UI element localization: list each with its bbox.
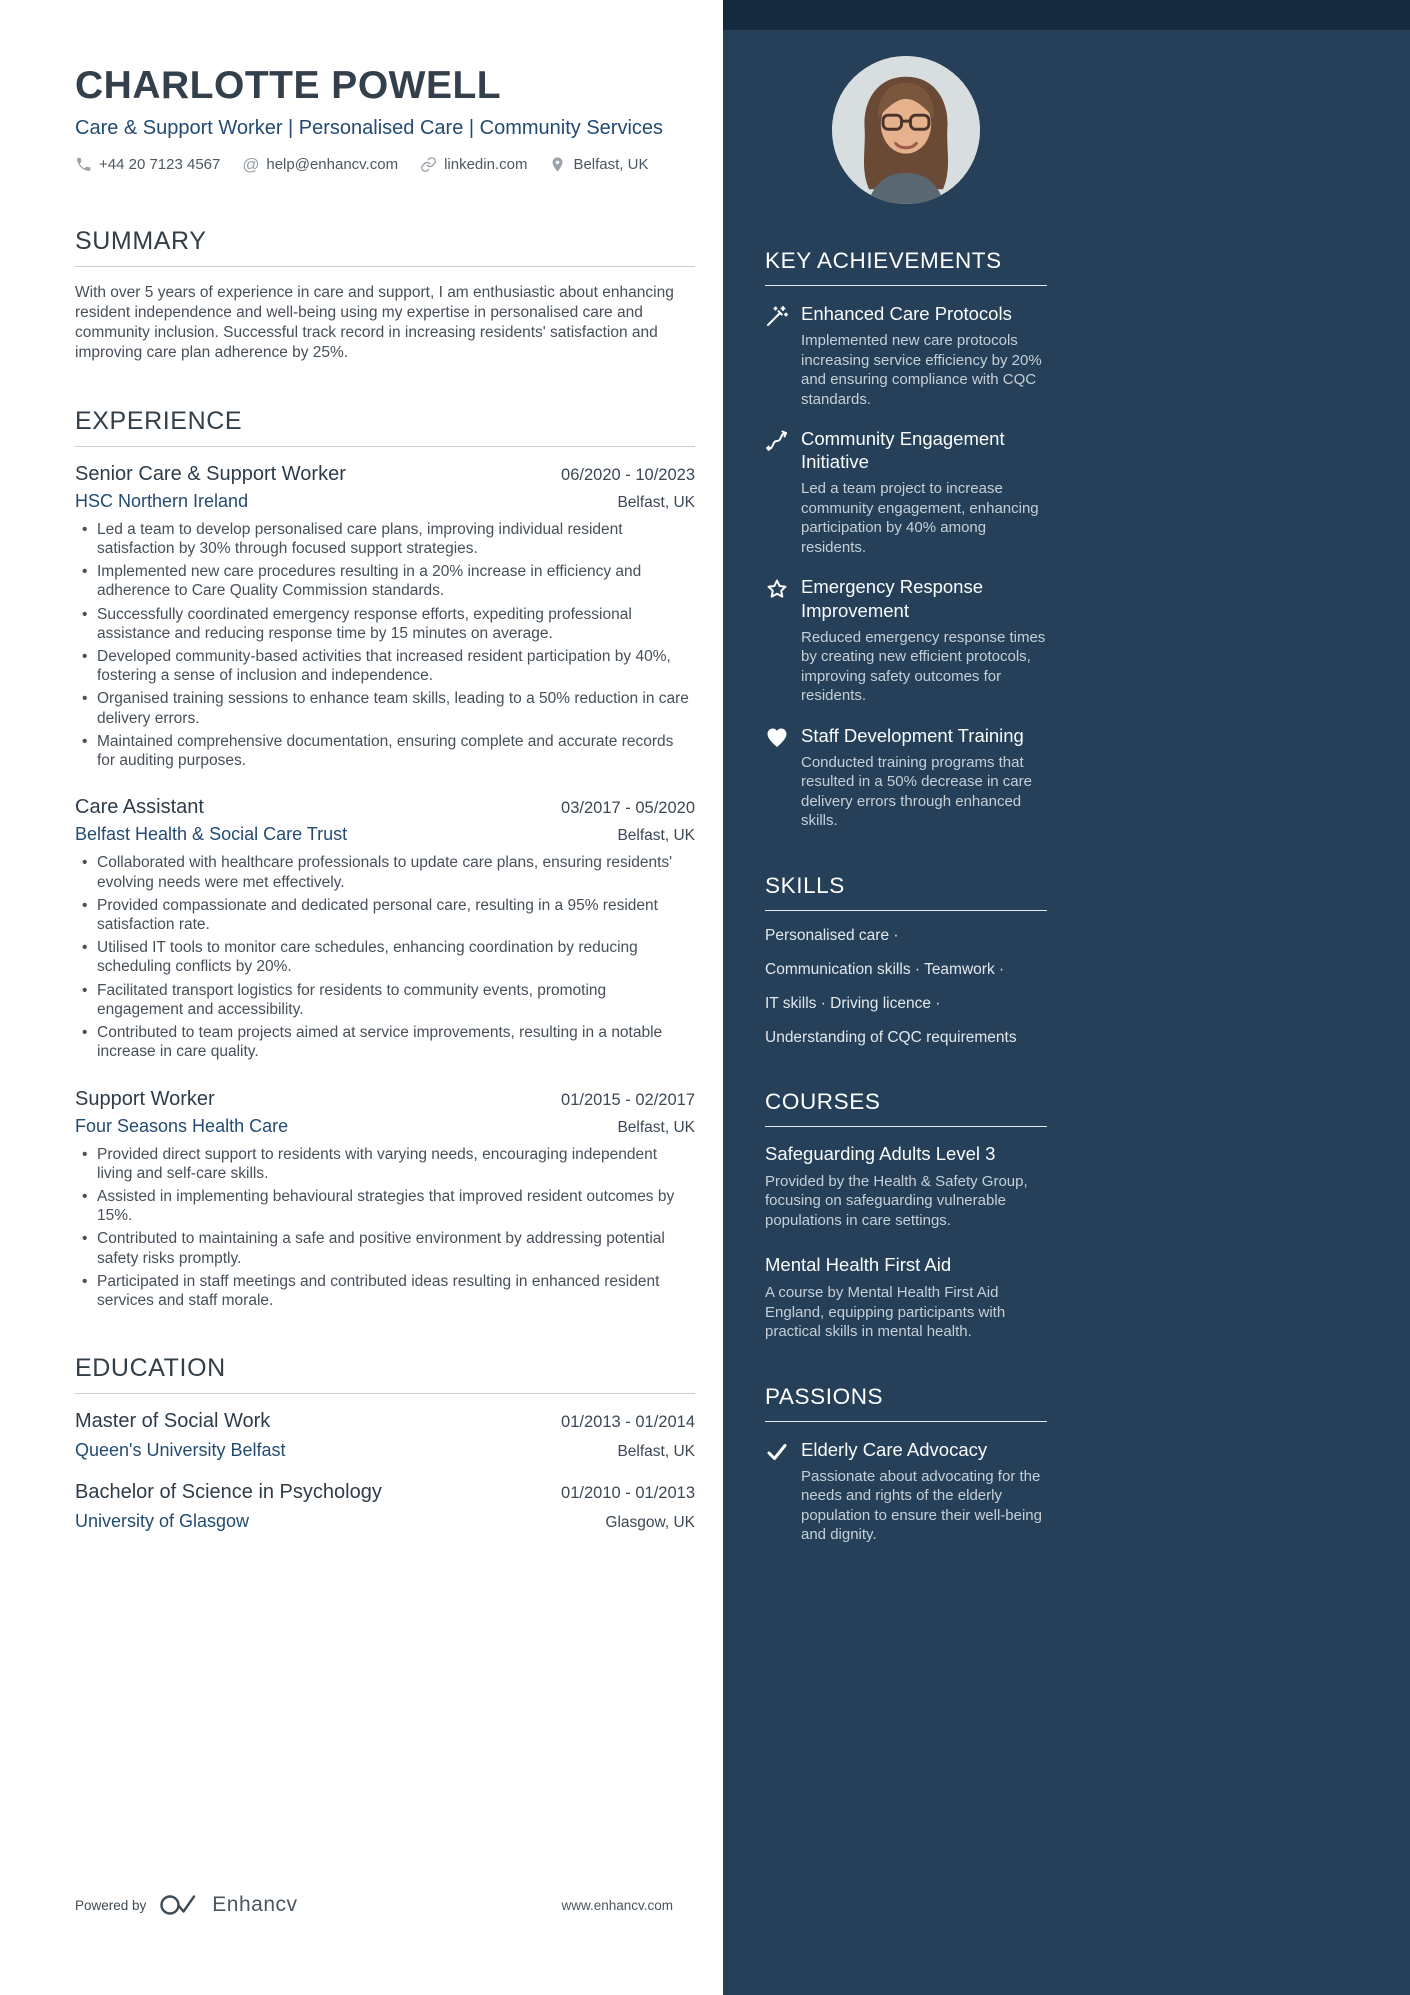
job-company: Belfast Health & Social Care Trust [75, 824, 348, 845]
enhancv-brand-name: Enhancv [212, 1893, 298, 1916]
skill-line: Communication skills · Teamwork · [765, 960, 1005, 978]
achievement-text: Implemented new care protocols increasing service efficiency by 20% and ensuring compliance with CQC standards. [801, 332, 1042, 408]
passions-heading: PASSIONS [765, 1384, 1047, 1422]
key-achievements-heading: KEY ACHIEVEMENTS [765, 248, 1047, 286]
job-bullet-list [75, 853, 695, 1061]
job-dates: 01/2015 - 02/2017 [561, 1090, 695, 1109]
checkmark-icon [765, 1440, 789, 1464]
school-name: Queen's University Belfast [75, 1440, 286, 1461]
job-bullet-list [75, 520, 695, 771]
location-contact [549, 156, 648, 173]
passion-text: Passionate about advocating for the needs and rights of the elderly population to ensure their well-being and dignity. [801, 1467, 1042, 1544]
course-text: A course by Mental Health First Aid England, equipping participants with practical skills in mental health. [765, 1284, 1006, 1341]
achievement-title: Community Engagement Initiative [801, 428, 1005, 473]
achievement-text: Reduced emergency response times by creating new efficient protocols, improving safety outcomes for residents. [801, 628, 1046, 705]
school-location: Belfast, UK [617, 1443, 695, 1461]
achievement-title: Staff Development Training [801, 724, 1024, 746]
at-icon: @ [242, 155, 260, 175]
location-pin-icon [549, 156, 566, 173]
degree-title: Master of Social Work [75, 1410, 271, 1433]
job-bullet: • Provided direct support to residents with varying needs, encouraging independent living and self-care skills. [75, 1145, 695, 1183]
job-location: Belfast, UK [617, 1118, 695, 1136]
contact-row [75, 156, 695, 173]
achievement-item [765, 724, 1047, 831]
course-title: Mental Health First Aid [765, 1254, 952, 1276]
achievement-title: Emergency Response Improvement [801, 576, 984, 621]
avatar [832, 56, 980, 204]
phone-icon [75, 156, 92, 173]
degree-dates: 01/2010 - 01/2013 [561, 1484, 695, 1503]
job-title: Senior Care & Support Worker [75, 462, 346, 485]
summary-section [75, 227, 695, 362]
experience-heading: EXPERIENCE [75, 407, 695, 447]
course-text: Provided by the Health & Safety Group, focusing on safeguarding vulnerable populations in care settings. [765, 1172, 1028, 1229]
passions-section [765, 1384, 1047, 1545]
passion-title: Elderly Care Advocacy [801, 1438, 988, 1460]
job-title: Support Worker [75, 1087, 215, 1110]
passion-item [765, 1438, 1047, 1545]
job-entry [75, 463, 695, 771]
school-location: Glasgow, UK [605, 1514, 695, 1532]
achievement-text: Conducted training programs that resulted in a 50% decrease in care delivery errors through enhanced skills. [801, 753, 1032, 830]
job-bullet: • Facilitated transport logistics for residents to community events, promoting engagement and accessibility. [75, 981, 695, 1019]
education-entry [75, 1410, 695, 1461]
job-bullet: • Utilised IT tools to monitor care schedules, enhancing coordination by reducing scheduling conflicts by 20%. [75, 938, 695, 976]
email-address: help@enhancv.com [266, 156, 399, 174]
achievement-item [765, 302, 1047, 409]
job-location: Belfast, UK [617, 493, 695, 511]
summary-heading: SUMMARY [75, 227, 695, 267]
phone-number: +44 20 7123 4567 [99, 156, 221, 174]
course-item [765, 1143, 1047, 1231]
job-bullet: • Contributed to team projects aimed at service improvements, resulting in a notable increase in care quality. [75, 1023, 695, 1061]
achievement-item [765, 427, 1047, 557]
magic-wand-icon [765, 304, 789, 328]
courses-heading: COURSES [765, 1089, 1047, 1127]
job-dates: 06/2020 - 10/2023 [561, 465, 695, 484]
skill-line: Understanding of CQC requirements [765, 1028, 1017, 1046]
job-bullet: • Led a team to develop personalised care plans, improving individual resident satisfaction by 30% through focused support strategies. [75, 520, 695, 558]
email-contact[interactable] [242, 156, 398, 173]
portrait-photo [832, 56, 980, 204]
job-bullet: • Assisted in implementing behavioural strategies that improved resident outcomes by 15%. [75, 1187, 695, 1225]
job-bullet: • Implemented new care procedures resulting in a 20% increase in efficiency and adherence to Care Quality Commission standards. [75, 562, 695, 600]
job-entry [75, 796, 695, 1061]
link-icon [420, 156, 437, 173]
education-section [75, 1354, 695, 1532]
skill-line: IT skills · Driving licence · [765, 994, 941, 1012]
job-location: Belfast, UK [617, 827, 695, 845]
skill-line: Personalised care · [765, 926, 899, 944]
candidate-name: CHARLOTTE POWELL [75, 64, 502, 107]
job-bullet: • Successfully coordinated emergency response efforts, expediting professional assistance and reducing response time by 15 minutes on average. [75, 605, 695, 643]
skills-heading: SKILLS [765, 873, 1047, 911]
education-entry [75, 1481, 695, 1532]
job-dates: 03/2017 - 05/2020 [561, 799, 695, 818]
job-bullet: • Collaborated with healthcare professionals to update care plans, ensuring residents' evolving needs were met effectively. [75, 853, 695, 891]
star-icon [765, 577, 789, 601]
linkedin-url: linkedin.com [444, 156, 528, 174]
phone-contact [75, 156, 220, 173]
education-heading: EDUCATION [75, 1354, 695, 1394]
headline: Care & Support Worker | Personalised Care | Community Services [75, 117, 664, 139]
job-bullet: • Organised training sessions to enhance team skills, leading to a 50% reduction in care delivery errors. [75, 689, 695, 727]
job-bullet: • Provided compassionate and dedicated personal care, resulting in a 95% resident satisfaction rate. [75, 896, 695, 934]
job-bullet: • Participated in staff meetings and contributed ideas resulting in enhanced resident services and staff morale. [75, 1272, 695, 1310]
powered-by-label: Powered by [75, 1897, 147, 1913]
heart-icon [765, 726, 789, 750]
page-footer [75, 1893, 695, 1917]
linkedin-contact[interactable] [420, 156, 527, 173]
school-name: University of Glasgow [75, 1511, 250, 1532]
job-company: Four Seasons Health Care [75, 1115, 289, 1136]
degree-dates: 01/2013 - 01/2014 [561, 1413, 695, 1432]
powered-by[interactable] [75, 1893, 298, 1917]
job-title: Care Assistant [75, 796, 204, 819]
experience-section [75, 407, 695, 1311]
job-bullet: • Contributed to maintaining a safe and positive environment by addressing potential safety risks promptly. [75, 1229, 695, 1267]
enhancv-logo [160, 1893, 198, 1917]
job-bullet: • Maintained comprehensive documentation, ensuring complete and accurate records for auditing purposes. [75, 732, 695, 770]
course-item [765, 1254, 1047, 1342]
courses-section [765, 1089, 1047, 1342]
job-entry [75, 1088, 695, 1311]
achievement-title: Enhanced Care Protocols [801, 303, 1012, 324]
job-bullet-list [75, 1145, 695, 1311]
job-bullet: • Developed community-based activities that increased resident participation by 40%, fostering a sense of inclusion and independence. [75, 647, 695, 685]
website-url[interactable]: www.enhancv.com [561, 1897, 673, 1913]
key-achievements-section [765, 248, 1047, 831]
summary-text: With over 5 years of experience in care and support, I am enthusiastic about enhancing resident independence and well-being using my expertise in personalised care and community inclusion. Successful track record in increasing residents' satisfaction and improving care plan adherence by 25%. [75, 284, 674, 361]
job-company: HSC Northern Ireland [75, 490, 249, 511]
location-text: Belfast, UK [573, 156, 649, 174]
skills-section [765, 873, 1047, 1047]
achievement-text: Led a team project to increase community engagement, enhancing participation by 40% among residents. [801, 480, 1039, 556]
sidebar [723, 0, 1410, 1995]
achievement-item [765, 575, 1047, 705]
degree-title: Bachelor of Science in Psychology [75, 1481, 382, 1504]
course-title: Safeguarding Adults Level 3 [765, 1142, 996, 1164]
route-icon [765, 429, 789, 453]
